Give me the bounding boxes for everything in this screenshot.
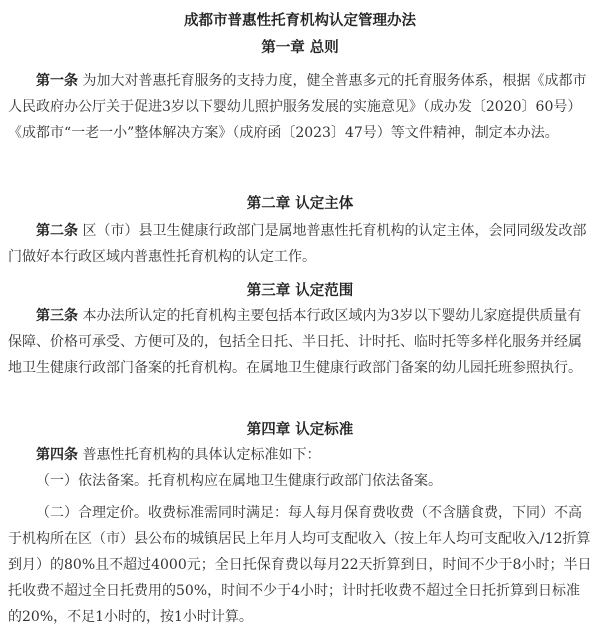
- item-1-text: （一）依法备案。托育机构应在属地卫生健康行政部门依法备案。: [36, 473, 442, 489]
- chapter-4-heading: 第四章 认定标准: [246, 421, 354, 438]
- article-4: [8, 442, 592, 468]
- article-3-label: 第三条: [36, 308, 78, 324]
- article-2-label: 第二条: [36, 223, 78, 239]
- article-2: [8, 218, 592, 270]
- chapter-1-heading: 第一章 总则: [261, 39, 339, 56]
- item-2: [8, 500, 592, 630]
- document-title: 成都市普惠性托育机构认定管理办法: [184, 12, 416, 29]
- article-1-text: 为加大对普惠托育服务的支持力度，健全普惠多元的托育服务体系，根据《成都市人民政府办公厅关于促进3岁以下婴幼儿照护服务发展的实施意见》（成办发〔2020〕60号）《成都市“一老一小”整体解决方案》（成府函〔2023〕47号）等文件精神，制定本办法。: [8, 73, 587, 141]
- article-3-text: 本办法所认定的托育机构主要包括本行政区域内为3岁以下婴幼儿家庭提供质量有保障、价格可承受、方便可及的，包括全日托、半日托、计时托、临时托等多样化服务并经属地卫生健康行政部门备案的托育机构。在属地卫生健康行政部门备案的幼儿园托班参照执行。: [8, 308, 582, 376]
- chapter-3-heading: 第三章 认定范围: [246, 282, 354, 299]
- article-3: [8, 303, 592, 381]
- article-1-label: 第一条: [36, 73, 78, 89]
- item-1: [8, 468, 592, 494]
- article-4-label: 第四条: [36, 447, 78, 463]
- article-1: [8, 68, 592, 146]
- item-2-text: （二）合理定价。收费标准需同时满足：每人每月保育费收费（不含膳食费，下同）不高于机构所在区（市）县公布的城镇居民上年月人均可支配收入（按上年人均可支配收入/12折算到月）的80%且不超过4000元；全日托保育费以每月22天折算到日，时间不少于8小时；半日托收费不超过全日托费用的50%，时间不少于4小时；计时托收费不超过全日托折算到日标准的20%，不足1小时的，按1小时计算。: [8, 505, 592, 625]
- article-4-text: 普惠性托育机构的具体认定标准如下：: [78, 447, 321, 463]
- article-2-text: 区（市）县卫生健康行政部门是属地普惠性托育机构的认定主体，会同同级发改部门做好本行政区域内普惠性托育机构的认定工作。: [8, 223, 587, 265]
- chapter-2-heading: 第二章 认定主体: [246, 195, 354, 212]
